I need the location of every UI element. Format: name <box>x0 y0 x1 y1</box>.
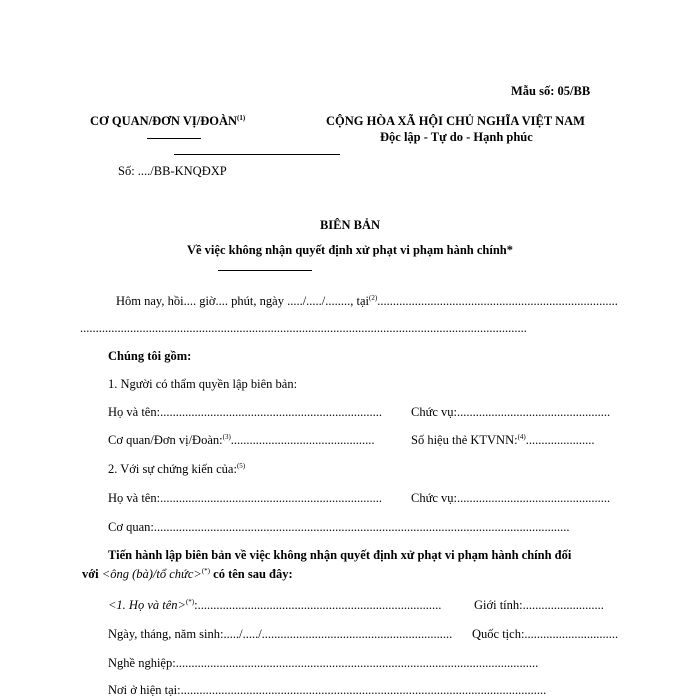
proceed-subject-note: (*) <box>201 567 211 575</box>
we-include-heading: Chúng tôi gồm: <box>108 349 192 363</box>
country-name: CỘNG HÒA XÃ HỘI CHỦ NGHĨA VIỆT NAM <box>326 114 585 128</box>
row-1-name: Họ và tên:....................................................................... <box>108 405 382 419</box>
document-number: Số: ..../BB-KNQĐXP <box>118 164 227 178</box>
occupation: Nghề nghiệp:.................................................................................................................... <box>108 656 539 670</box>
agency-note: (1) <box>237 114 246 122</box>
row-4-agency: Cơ quan:..................................................................................................................................... <box>108 520 570 534</box>
row-3-position: Chức vụ:................................................. <box>411 491 611 505</box>
item-1-label: <1. Họ và tên> <box>108 598 186 612</box>
row-2-agency <box>108 433 375 448</box>
section-2-label: 2. Với sự chứng kiến của: <box>108 462 237 476</box>
opening-note: (2) <box>369 294 378 302</box>
proceed-subject: <ông (bà)/tổ chức> <box>101 567 202 581</box>
proceed-end: có tên sau đây: <box>213 567 293 581</box>
row-2-agency-fill: .............................................. <box>230 433 375 447</box>
row-2-agency-note: (3) <box>222 433 231 441</box>
opening-text: Hôm nay, hồi.... giờ.... phút, ngày ...../...../........, tại <box>116 294 370 308</box>
agency-underline <box>147 138 201 139</box>
proceed-line-2 <box>82 567 293 582</box>
proceed-for: với <box>82 567 99 581</box>
residence: Nơi ở hiện tại:..................................................................................................................... <box>108 683 547 697</box>
section-1-heading: 1. Người có thẩm quyền lập biên bản: <box>108 377 298 391</box>
item-1-name <box>108 598 441 613</box>
motto: Độc lập - Tự do - Hạnh phúc <box>380 130 533 144</box>
agency-label: CƠ QUAN/ĐƠN VỊ/ĐOÀN <box>90 114 237 128</box>
item-1-gender: Giới tính:.......................... <box>474 598 604 612</box>
opening-fill: ............................................................................. <box>377 294 618 308</box>
item-1-note: (*) <box>185 598 195 606</box>
agency-heading <box>90 114 245 129</box>
opening-line <box>116 294 618 309</box>
form-number: Mẫu số: 05/BB <box>511 84 591 98</box>
document-subtitle: Về việc không nhận quyết định xử phạt vi phạm hành chính* <box>186 243 513 257</box>
proceed-line-1: Tiến hành lập biên bản về việc không nhận quyết định xử phạt vi phạm hành chính đối <box>108 548 572 562</box>
subtitle-underline <box>218 270 312 271</box>
row-3-name: Họ và tên:....................................................................... <box>108 491 382 505</box>
row-2-card-note: (4) <box>517 433 526 441</box>
item-1-fill: :.............................................................................. <box>194 598 442 612</box>
nationality: Quốc tịch:.............................. <box>472 627 619 641</box>
opening-continuation: ............................................................................................................................................... <box>80 321 527 335</box>
date-of-birth: Ngày, tháng, năm sinh:...../...../............................................................. <box>108 627 453 641</box>
motto-underline <box>174 154 340 155</box>
row-2-card-label: Số hiệu thẻ KTVNN: <box>411 433 518 447</box>
section-2-note: (5) <box>236 462 246 470</box>
row-2-card <box>411 433 595 448</box>
row-1-position: Chức vụ:................................................. <box>411 405 611 419</box>
section-2-heading <box>108 462 245 477</box>
document-title: BIÊN BẢN <box>319 218 381 232</box>
row-2-card-fill: ...................... <box>525 433 595 447</box>
row-2-agency-label: Cơ quan/Đơn vị/Đoàn: <box>108 433 223 447</box>
